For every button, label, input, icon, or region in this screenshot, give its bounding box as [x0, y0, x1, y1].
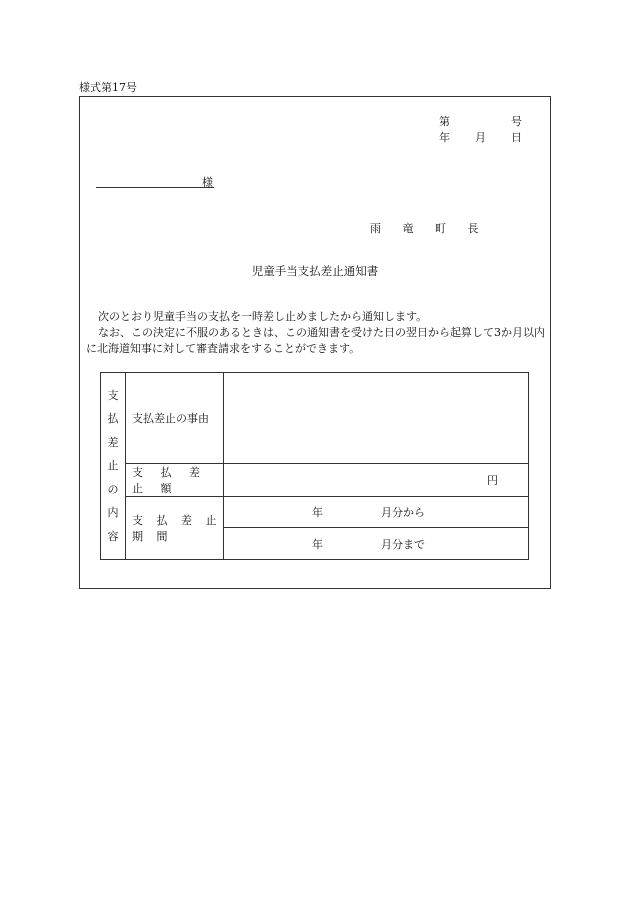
period-from-month: 月分から	[381, 506, 425, 519]
period-from	[224, 497, 529, 528]
period-to	[224, 528, 529, 560]
period-to-month: 月分まで	[381, 537, 425, 551]
amount-unit: 円	[487, 474, 498, 487]
reason-value	[224, 373, 529, 464]
amount-value	[224, 464, 529, 497]
vertical-label-char: の	[107, 482, 119, 496]
body-line-1: 次のとおり児童手当の支払を一時差し止めましたから通知します。	[98, 310, 428, 323]
number-suffix: 号	[511, 115, 522, 128]
document-title: 児童手当支払差止通知書	[251, 264, 379, 278]
addressee-name-line	[96, 186, 214, 188]
body-line-2: なお、この決定に不服のあるときは、この通知書を受けた日の翌日から起算して3か月以内に北海道知事に対して審査請求をすることができます。	[86, 326, 545, 355]
vertical-label-char: 容	[107, 529, 119, 543]
vertical-label-cell	[101, 373, 126, 560]
vertical-label-char: 差	[107, 435, 119, 449]
addressee-suffix: 様	[202, 176, 213, 189]
vertical-label-char: 止	[107, 459, 119, 473]
date-month: 月	[475, 131, 486, 144]
date-day: 日	[511, 131, 522, 144]
vertical-label-char: 支	[107, 388, 119, 402]
period-label: 支 払 差 止 期 間	[126, 497, 224, 560]
period-from-year: 年	[312, 506, 323, 519]
notice-body	[86, 309, 550, 357]
suspension-details-table	[100, 372, 529, 560]
form-number: 様式第17号	[79, 81, 137, 94]
date-year: 年	[439, 131, 450, 144]
period-to-year: 年	[312, 537, 323, 551]
reason-label: 支払差止の事由	[126, 373, 224, 464]
issuer: 雨 竜 町 長	[370, 222, 488, 235]
number-prefix: 第	[439, 115, 450, 128]
vertical-label-char: 払	[107, 412, 119, 426]
vertical-label-char: 内	[107, 506, 119, 520]
notice-frame	[79, 96, 551, 589]
amount-label: 支 払 差 止 額	[126, 464, 224, 497]
vertical-label	[107, 384, 119, 549]
